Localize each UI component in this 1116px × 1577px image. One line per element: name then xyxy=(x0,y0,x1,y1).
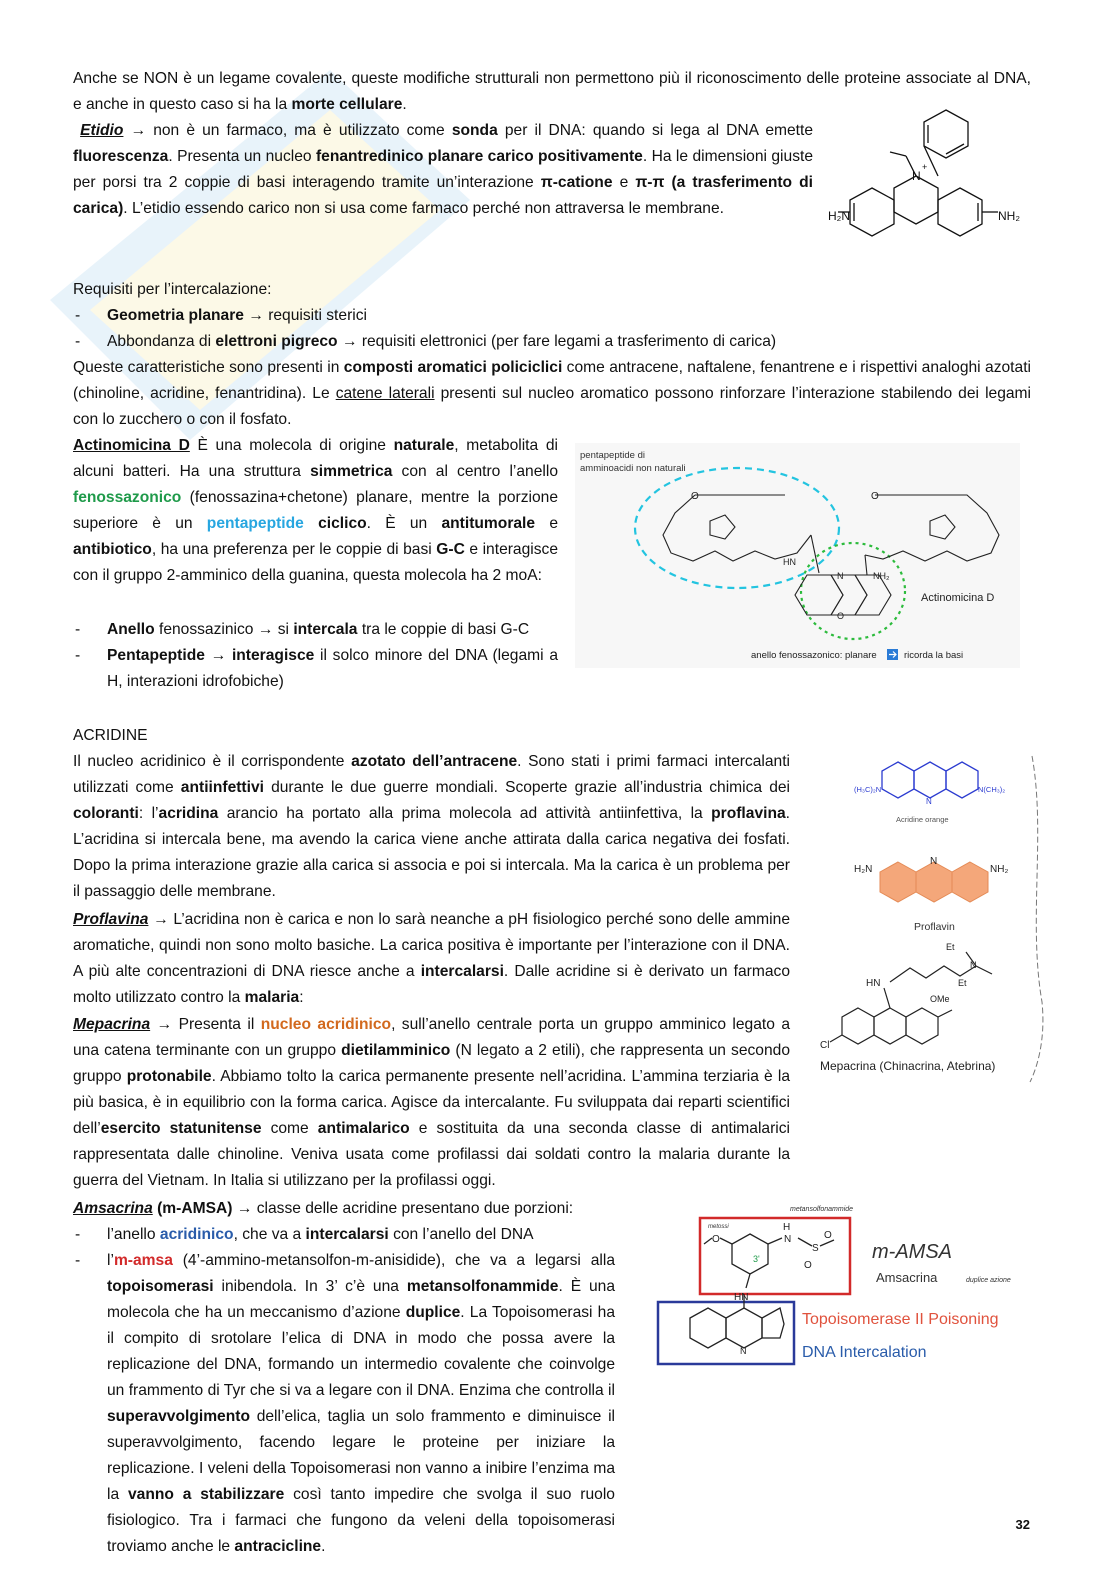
svg-text:HN: HN xyxy=(866,978,881,989)
svg-text:H: H xyxy=(783,1222,791,1233)
svg-text:NH₂: NH₂ xyxy=(990,864,1009,875)
svg-text:Mepacrina (Chinacrina, Atebrin: Mepacrina (Chinacrina, Atebrina) xyxy=(820,1059,996,1073)
svg-text:m-AMSA: m-AMSA xyxy=(872,1241,952,1263)
list-item: - l’m-amsa (4’-ammino-metansolfon-m-anisidide), che va a legarsi alla topoisomerasi inibendola. In 3’ c’è una metansolfonammide. È una molecola che ha un meccanismo d’azione duplice. La Topoisomerasi ha il compito di srotolare l’elica di DNA in modo che possa avere la replicazione del DNA, formando un intermedio covalente che coinvolge un frammento di Tyr che si va a legare con il DNA. Enzima che controlla il superavvolgimento dell’elica, taglia un solo frammento e diminuisce il superavvolgimento, facendo legare le proteine per iniziare la replicazione. I veleni della Topoisomerasi non vanno a inibire l’enzima ma la vanno a stabilizzare così tanto impedire che svolga il suo ruolo fisiologico. Tra i farmaci che fungono da veleni della topoisomerasi troviamo anche le antracicline. xyxy=(73,1248,1031,1560)
svg-text:metossi: metossi xyxy=(708,1224,729,1230)
actinomicina-structure-figure xyxy=(575,443,1020,668)
svg-text:OMe: OMe xyxy=(930,994,950,1004)
actinomicina-moa-list xyxy=(73,617,558,695)
svg-text:Acridine orange: Acridine orange xyxy=(896,815,949,824)
svg-text:N: N xyxy=(837,571,844,581)
page-number: 32 xyxy=(1015,1517,1030,1532)
etidio-term: Etidio xyxy=(80,122,124,139)
actinomicina-paragraph: Actinomicina D È una molecola di origine naturale, metabolita di alcuni batteri. Ha una struttura simmetrica con al centro l’anello fenossazonico (fenossazina+chetone) planare, mentre la porzione superiore è un pentapeptide ciclico. È un antitumorale e antibiotico, ha una preferenza per le coppie di basi G-C e interagisce con il gruppo 2-amminico della guanina, questa molecola ha 2 moA: xyxy=(73,437,559,584)
nh2-label: NH₂ xyxy=(998,209,1020,223)
proflavina-term: Proflavina xyxy=(73,911,149,928)
svg-text:+: + xyxy=(922,162,928,172)
amsacrina-intro: Amsacrina (m-AMSA) → classe delle acridine presentano due porzioni: xyxy=(73,1200,574,1217)
list-item: - Pentapeptide → interagisce il solco minore del DNA (legami a H, interazioni idrofobiche) xyxy=(73,643,558,695)
svg-text:NH₂: NH₂ xyxy=(873,571,890,581)
svg-text:3': 3' xyxy=(753,1254,760,1264)
mepacrina-term: Mepacrina xyxy=(73,1016,151,1033)
list-item: - Anello fenossazinico → si intercala tra le coppie di basi G-C xyxy=(73,617,558,643)
svg-text:HN: HN xyxy=(734,1292,749,1303)
svg-text:N: N xyxy=(970,960,977,970)
h2n-label: H₂N xyxy=(828,209,850,223)
svg-text:Et: Et xyxy=(958,978,967,988)
proflavina-paragraph: Proflavina → L’acridina non è carica e non lo sarà neanche a pH fisiologico perché sono delle ammine aromatiche, quindi non sono molto basiche. La carica positiva è importante per l’interazione con il DNA. A più alte concentrazioni di DNA riesce anche a intercalarsi. Dalle acridine si è derivato un farmaco molto utilizzato contro la malaria: xyxy=(73,911,790,1006)
etidio-structure-figure xyxy=(828,108,1028,243)
svg-text:O: O xyxy=(804,1260,812,1271)
list-item: - l’anello acridinico, che va a intercalarsi con l’anello del DNA xyxy=(73,1222,649,1248)
requisiti-title: Requisiti per l’intercalazione: xyxy=(73,281,272,298)
svg-text:O: O xyxy=(691,491,699,502)
svg-text:duplice azione: duplice azione xyxy=(966,1277,1011,1284)
acridine-paragraph: Il nucleo acridinico è il corrispondente azotato dell’antracene. Sono stati i primi farmaci intercalanti utilizzati come antiinfettivi durante le due guerre mondiali. Scoperte grazie all’industria chimica dei coloranti: l’acridina arancio ha portato alla prima molecola ad attività antiinfettiva, la proflavina. L’acridina si intercala bene, ma avendo la carica viene anche attirata dalla carica negativa dei fosfati. Dopo la prima interazione grazie alla carica si associa e poi si intercala. Ma la carica è un problema per il passaggio delle membrane. xyxy=(73,753,791,900)
svg-text:N: N xyxy=(912,169,921,183)
acridine-heading: ACRIDINE xyxy=(73,727,148,744)
svg-text:O: O xyxy=(837,611,845,621)
svg-text:pentapeptide di: pentapeptide di xyxy=(580,450,645,461)
svg-text:metansolfonammide: metansolfonammide xyxy=(790,1206,854,1213)
svg-text:ricorda la basi: ricorda la basi xyxy=(904,650,964,661)
svg-text:Amsacrina: Amsacrina xyxy=(876,1270,938,1285)
intro-paragraph: Anche se NON è un legame covalente, queste modifiche strutturali non permettono più il riconoscimento delle proteine associate al DNA, e anche in questo caso si ha la morte cellulare. xyxy=(73,70,1031,113)
actinomicina-term: Actinomicina D xyxy=(73,437,190,454)
requisiti-list xyxy=(73,303,1031,355)
svg-text:O: O xyxy=(871,491,879,502)
svg-text:anello fenossazonico: planare: anello fenossazonico: planare xyxy=(751,650,877,661)
svg-text:H₂N: H₂N xyxy=(854,864,873,875)
list-item: - Geometria planare → requisiti sterici xyxy=(73,303,1031,329)
requisiti-paragraph: Queste caratteristiche sono presenti in composti aromatici policiclici come antracene, naftalene, fenantrene e i rispettivi analoghi azotati (chinoline, acridine, fenantridina). Le catene laterali presenti sul nucleo aromatico possono rinforzare l’interazione stabilendo dei legami con lo zucchero o con il fosfato. xyxy=(73,359,1032,428)
svg-text:Actinomicina D: Actinomicina D xyxy=(921,592,995,604)
amsacrina-structure-figure xyxy=(650,1198,1030,1370)
svg-text:N(CH₃)₂: N(CH₃)₂ xyxy=(978,785,1006,794)
svg-text:Topoisomerase II Poisoning: Topoisomerase II Poisoning xyxy=(802,1311,999,1328)
svg-text:Et: Et xyxy=(946,942,955,952)
svg-text:N: N xyxy=(926,797,932,806)
svg-text:S: S xyxy=(812,1243,819,1254)
svg-text:amminoacidi non naturali: amminoacidi non naturali xyxy=(580,463,686,474)
svg-text:O: O xyxy=(824,1230,832,1241)
svg-text:N: N xyxy=(740,1346,747,1356)
list-item: - Abbondanza di elettroni pigreco → requisiti elettronici (per fare legami a trasferimento di carica) xyxy=(73,329,1031,355)
svg-text:(H₃C)₂N: (H₃C)₂N xyxy=(854,785,882,794)
svg-text:DNA Intercalation: DNA Intercalation xyxy=(802,1344,927,1361)
svg-text:Cl: Cl xyxy=(820,1040,830,1051)
svg-text:O: O xyxy=(712,1234,720,1245)
amsacrina-term: Amsacrina xyxy=(73,1200,153,1217)
svg-text:HN: HN xyxy=(783,557,796,567)
svg-text:Proflavin: Proflavin xyxy=(914,921,955,933)
svg-text:N: N xyxy=(784,1234,792,1245)
etidio-paragraph: Etidio → non è un farmaco, ma è utilizzato come sonda per il DNA: quando si lega al DNA emette fluorescenza. Presenta un nucleo fenantredinico planare carico positivamente. Ha le dimensioni giuste per porsi tra 2 coppie di basi interagendo tramite un’interazione π-catione e π-π (a trasferimento di carica). L’etidio essendo carico non si usa come farmaco perché non attraversa le membrane. xyxy=(73,122,813,217)
svg-text:N: N xyxy=(930,856,938,867)
mepacrina-paragraph: Mepacrina → Presenta il nucleo acridinico, sull’anello centrale porta un gruppo amminico legato a una catena terminante con un gruppo dietilamminico (N legato a 2 etili), che rappresenta un secondo gruppo protonabile. Abbiamo tolto la carica permanente presente nell’acridina. L’ammina terziaria è la più basica, è in equilibrio con la forma carica. Agisce da intercalante. Fu sviluppata dai reparti scientifici dell’esercito statunitense come antimalarico e sostituita da una seconda classe di antimalarici rappresentata dalle chinoline. Veniva usata come profilassi dai soldati contro la malaria durante la guerra del Vietnam. In Italia si utilizzano per la profilassi oggi. xyxy=(73,1016,791,1189)
